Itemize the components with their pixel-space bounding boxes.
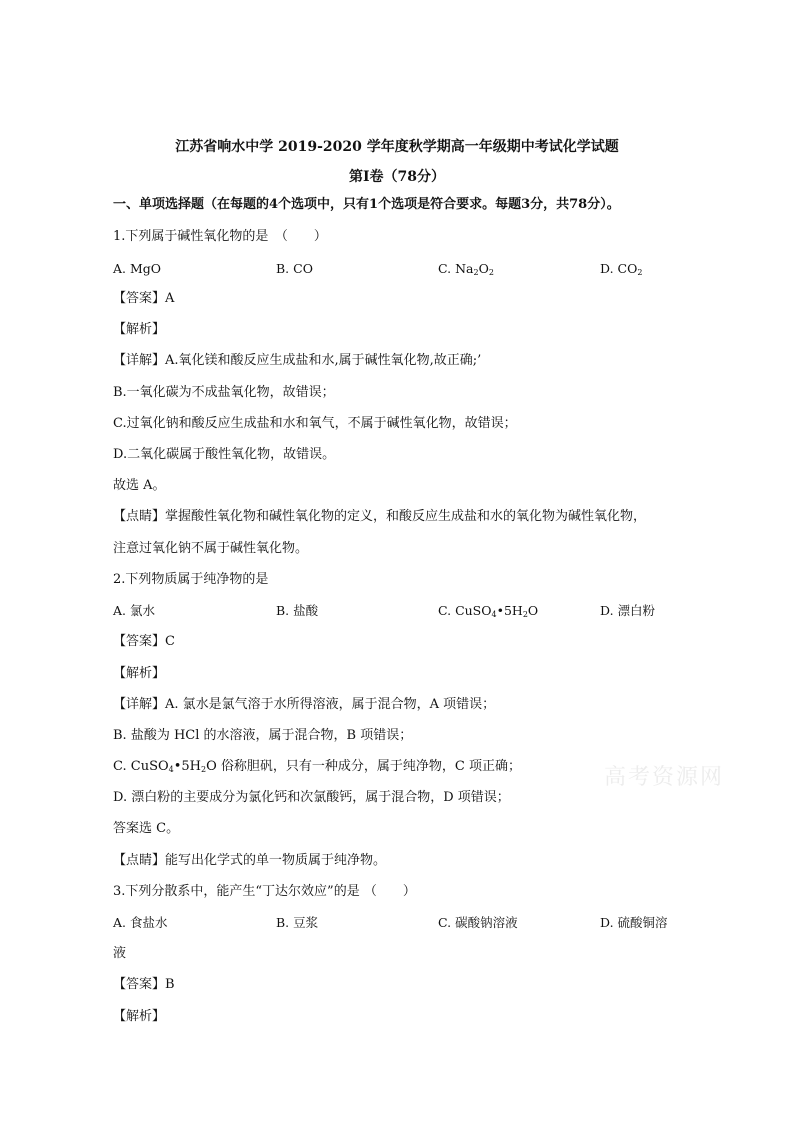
section-title: 第Ⅰ卷（78分） (348, 169, 446, 185)
q1-detail-b: B.一氧化碳为不成盐氧化物，故错误； (113, 385, 335, 400)
watermark-logo: 高考资源网 (604, 765, 725, 790)
q2-point: 【点睛】能写出化学式的单一物质属于纯净物。 (113, 853, 387, 868)
q1-answer: 【答案】A (113, 291, 175, 306)
q3-analysis-label: 【解析】 (113, 1009, 166, 1024)
q3-option-a: A. 食盐水 (113, 915, 168, 930)
q2-choose: 答案选 C。 (113, 821, 180, 836)
q1-option-b: B. CO (276, 261, 313, 276)
q3-option-d-wrap: 液 (113, 946, 127, 961)
q3-option-d: D. 硫酸铜溶 (600, 915, 668, 930)
q1-option-d: D. $CO_2$ (600, 261, 643, 277)
q1-option-a: A. MgO (113, 261, 162, 276)
q1-stem: 1.下列属于碱性氧化物的是 （ ） (113, 229, 327, 244)
q2-detail-c: C. $CuSO_4•5H_2O$ 俗称胆矾，只有一种成分，属于纯净物，C 项正确； (113, 759, 521, 774)
q1-detail-d: D.二氧化碳属于酸性氧化物，故错误。 (113, 447, 336, 462)
q3-option-c: C. 碳酸钠溶液 (438, 915, 518, 930)
q1-point-line1: 【点睛】掌握酸性氧化物和碱性氧化物的定义，和酸反应生成盐和水的氧化物为碱性氧化物， (113, 509, 647, 524)
q1-point-line2: 注意过氧化钠不属于碱性氧化物。 (113, 541, 309, 556)
q1-detail-c: C.过氧化钠和酸反应生成盐和水和氧气，不属于碱性氧化物，故错误； (113, 416, 517, 431)
q2-detail-d: D. 漂白粉的主要成分为氯化钙和次氯酸钙，属于混合物，D 项错误； (113, 790, 510, 805)
q2-detail-b: B. 盐酸为 HCl 的水溶液，属于混合物，B 项错误； (113, 728, 413, 743)
q3-option-b: B. 豆浆 (276, 915, 319, 930)
q2-analysis-label: 【解析】 (113, 666, 166, 681)
q3-stem: 3.下列分散系中，能产生“丁达尔效应”的是 （ ） (113, 884, 416, 899)
q2-option-a: A. 氯水 (113, 603, 155, 618)
q1-choose: 故选 A。 (113, 478, 166, 493)
q2-option-d: D. 漂白粉 (600, 603, 656, 618)
q2-answer: 【答案】C (113, 634, 175, 649)
q1-detail-a: 【详解】A.氧化镁和酸反应生成盐和水,属于碱性氧化物,故正确;’ (113, 353, 482, 368)
document-title: 江苏省响水中学 2019-2020 学年度秋学期高一年级期中考试化学试题 (175, 139, 619, 155)
q1-analysis-label: 【解析】 (113, 322, 166, 337)
q3-answer: 【答案】B (113, 977, 175, 992)
q2-option-b: B. 盐酸 (276, 603, 319, 618)
part-heading: 一、单项选择题（在每题的4个选项中，只有1个选项是符合要求。每题3分，共78分）。 (113, 197, 620, 212)
q2-option-c: C. $CuSO_4•5H_2O$ (438, 603, 539, 619)
q2-stem: 2.下列物质属于纯净物的是 (113, 572, 269, 587)
q1-option-c: C. $Na_2O_2$ (438, 261, 494, 277)
q2-detail-a: 【详解】A. 氯水是氯气溶于水所得溶液，属于混合物，A 项错误； (113, 697, 496, 712)
